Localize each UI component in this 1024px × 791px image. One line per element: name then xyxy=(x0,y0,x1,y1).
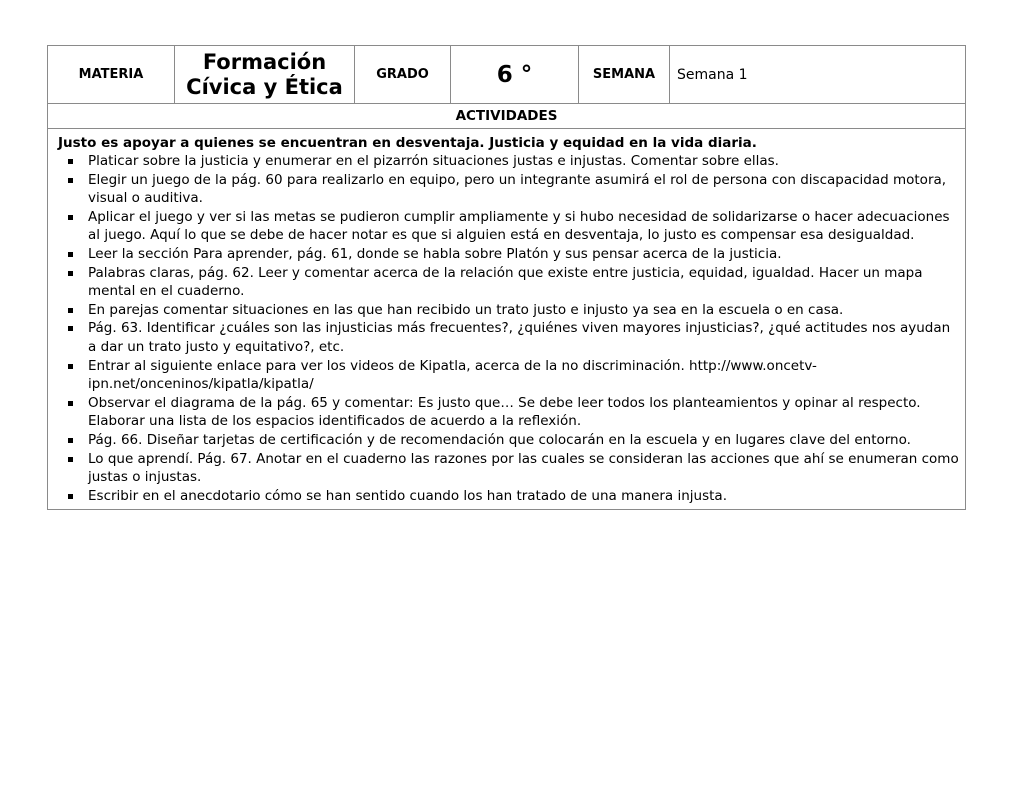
activities-intro: Justo es apoyar a quienes se encuentran en desventaja. Justicia y equidad en la vida diaria. xyxy=(58,135,757,151)
square-bullet-icon xyxy=(68,252,73,257)
activities-body-row xyxy=(48,129,966,510)
square-bullet-icon xyxy=(68,308,73,313)
activities-body xyxy=(48,129,966,510)
grado-label: GRADO xyxy=(355,46,451,104)
list-item-text: Lo que aprendí. Pág. 67. Anotar en el cuaderno las razones por las cuales se consideran las acciones que ahí se enumeran como justas o injustas. xyxy=(88,450,959,486)
list-item-text: En parejas comentar situaciones en las que han recibido un trato justo e injusto ya sea en la escuela o en casa. xyxy=(88,301,844,318)
list-item-text: Pág. 66. Diseñar tarjetas de certificación y de recomendación que colocarán en la escuela y en lugares clave del entorno. xyxy=(88,431,911,448)
list-item xyxy=(58,171,959,208)
semana-label: SEMANA xyxy=(579,46,670,104)
list-item-text: Entrar al siguiente enlace para ver los videos de Kipatla, acerca de la no discriminación. http://www.oncetv-ipn.net/onceninos/kipatla/kipatla/ xyxy=(88,357,817,393)
list-item xyxy=(58,319,959,356)
list-item-text: Escribir en el anecdotario cómo se han sentido cuando los han tratado de una manera injusta. xyxy=(88,487,727,504)
list-item-text: Observar el diagrama de la pág. 65 y comentar: Es justo que… Se debe leer todos los planteamientos y opinar al respecto. Elaborar una lista de los espacios identificados de acuerdo a la reflexión. xyxy=(88,394,921,430)
materia-value-line1: Formación xyxy=(202,49,327,74)
list-item-text: Aplicar el juego y ver si las metas se pudieron cumplir ampliamente y si hubo necesidad de solidarizarse o hacer adecuaciones al juego. Aquí lo que se debe de hacer notar es que si alguien está en desventaja, lo justo es compensar esa desigualdad. xyxy=(88,208,950,244)
grado-value: 6 ° xyxy=(451,46,579,104)
materia-value-line2: Cívica y Ética xyxy=(186,74,343,99)
list-item xyxy=(58,301,959,320)
list-item-text: Pág. 63. Identificar ¿cuáles son las injusticias más frecuentes?, ¿quiénes viven mayores injusticias?, ¿qué actitudes nos ayudan a dar un trato justo y equitativo?, etc. xyxy=(88,320,951,355)
activities-title: ACTIVIDADES xyxy=(48,104,966,129)
header-row xyxy=(48,46,966,104)
list-item-text: Platicar sobre la justicia y enumerar en el pizarrón situaciones justas e injustas. Comentar sobre ellas. xyxy=(88,153,779,169)
list-item xyxy=(58,487,959,506)
semana-value: Semana 1 xyxy=(670,46,966,104)
list-item xyxy=(58,245,959,264)
list-item xyxy=(58,152,959,171)
list-item xyxy=(58,264,959,301)
square-bullet-icon xyxy=(68,215,73,220)
activities-list xyxy=(58,152,959,505)
activities-title-row xyxy=(48,104,966,129)
square-bullet-icon xyxy=(68,159,73,164)
list-item xyxy=(58,357,959,394)
materia-label: MATERIA xyxy=(48,46,175,104)
square-bullet-icon xyxy=(68,326,73,331)
list-item xyxy=(58,431,959,450)
square-bullet-icon xyxy=(68,401,73,406)
list-item xyxy=(58,450,959,487)
square-bullet-icon xyxy=(68,271,73,276)
list-item-text: Elegir un juego de la pág. 60 para realizarlo en equipo, pero un integrante asumirá el rol de persona con discapacidad motora, visual o auditiva. xyxy=(88,171,947,207)
square-bullet-icon xyxy=(68,494,73,499)
square-bullet-icon xyxy=(68,457,73,462)
materia-value xyxy=(175,46,355,104)
list-item-text: Palabras claras, pág. 62. Leer y comentar acerca de la relación que existe entre justicia, equidad, igualdad. Hacer un mapa mental en el cuaderno. xyxy=(88,264,923,300)
list-item-text: Leer la sección Para aprender, pág. 61, donde se habla sobre Platón y sus pensar acerca de la justicia. xyxy=(88,245,782,262)
square-bullet-icon xyxy=(68,438,73,443)
square-bullet-icon xyxy=(68,178,73,183)
square-bullet-icon xyxy=(68,364,73,369)
list-item xyxy=(58,208,959,245)
lesson-plan-table xyxy=(47,45,966,510)
list-item xyxy=(58,394,959,431)
